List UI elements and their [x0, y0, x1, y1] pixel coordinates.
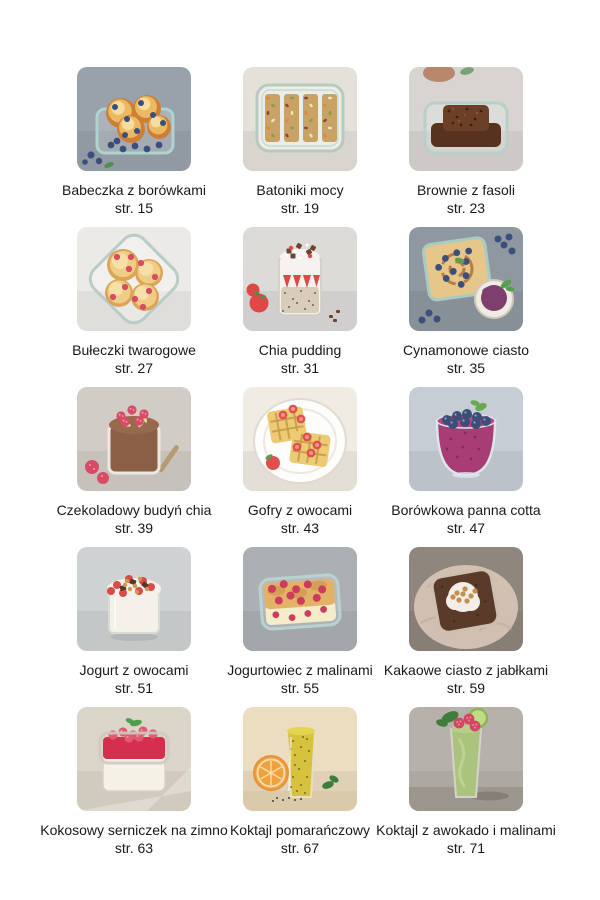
recipe-title: Chia pudding — [258, 342, 342, 358]
recipe-title: Brownie z fasoli — [416, 182, 516, 198]
recipe-page-number: str. 71 — [446, 840, 486, 856]
recipe-page-number: str. 51 — [114, 680, 154, 696]
recipe-title: Kakaowe ciasto z jabłkami — [383, 662, 549, 678]
blueberry-muffins-photo — [77, 67, 191, 171]
recipe-card[interactable] — [217, 547, 383, 707]
recipe-card[interactable] — [217, 707, 383, 867]
recipe-title: Kokosowy serniczek na zimno — [40, 822, 228, 838]
recipe-title: Borówkowa panna cotta — [391, 502, 541, 518]
recipe-card[interactable] — [51, 67, 217, 227]
recipe-page-number: str. 19 — [280, 200, 320, 216]
recipe-page-number: str. 43 — [280, 520, 320, 536]
yogurt-with-fruit-photo — [77, 547, 191, 651]
recipe-card[interactable] — [51, 227, 217, 387]
recipe-page-number: str. 55 — [280, 680, 320, 696]
recipe-card[interactable] — [383, 67, 549, 227]
avocado-raspberry-smoothie-photo — [409, 707, 523, 811]
recipe-title: Koktajl z awokado i malinami — [376, 822, 556, 838]
recipe-card[interactable] — [51, 547, 217, 707]
recipe-card[interactable] — [383, 547, 549, 707]
cinnamon-cake-photo — [409, 227, 523, 331]
recipe-title: Koktajl pomarańczowy — [229, 822, 371, 838]
recipe-page-number: str. 31 — [280, 360, 320, 376]
recipe-card[interactable] — [217, 67, 383, 227]
recipe-page-number: str. 35 — [446, 360, 486, 376]
recipe-card[interactable] — [217, 227, 383, 387]
bean-brownie-photo — [409, 67, 523, 171]
recipe-title: Babeczka z borówkami — [62, 182, 206, 198]
coconut-cheesecake-photo — [77, 707, 191, 811]
recipe-card[interactable] — [217, 387, 383, 547]
recipe-title: Gofry z owocami — [247, 502, 353, 518]
recipe-title: Czekoladowy budyń chia — [56, 502, 212, 518]
recipe-title: Cynamonowe ciasto — [402, 342, 530, 358]
recipe-page-number: str. 39 — [114, 520, 154, 536]
recipe-card[interactable] — [376, 707, 556, 867]
recipe-card[interactable] — [51, 387, 217, 547]
recipe-title: Jogurt z owocami — [79, 662, 189, 678]
recipe-card[interactable] — [383, 387, 549, 547]
recipe-page-number: str. 47 — [446, 520, 486, 536]
fruit-waffles-photo — [243, 387, 357, 491]
recipe-title: Jogurtowiec z malinami — [227, 662, 373, 678]
raspberry-yogurt-cake-photo — [243, 547, 357, 651]
recipe-title: Batoniki mocy — [256, 182, 344, 198]
chia-pudding-photo — [243, 227, 357, 331]
recipe-page-number: str. 59 — [446, 680, 486, 696]
recipe-card[interactable] — [383, 227, 549, 387]
recipe-title: Bułeczki twarogowe — [72, 342, 196, 358]
cottage-cheese-buns-photo — [77, 227, 191, 331]
recipe-page-number: str. 63 — [114, 840, 154, 856]
recipe-page-number: str. 23 — [446, 200, 486, 216]
recipe-page-number: str. 67 — [280, 840, 320, 856]
cocoa-apple-cake-photo — [409, 547, 523, 651]
granola-bars-photo — [243, 67, 357, 171]
blueberry-panna-cotta-photo — [409, 387, 523, 491]
orange-smoothie-photo — [243, 707, 357, 811]
recipe-card[interactable] — [40, 707, 228, 867]
recipe-page-number: str. 15 — [114, 200, 154, 216]
recipe-page-number: str. 27 — [114, 360, 154, 376]
chocolate-chia-pudding-photo — [77, 387, 191, 491]
